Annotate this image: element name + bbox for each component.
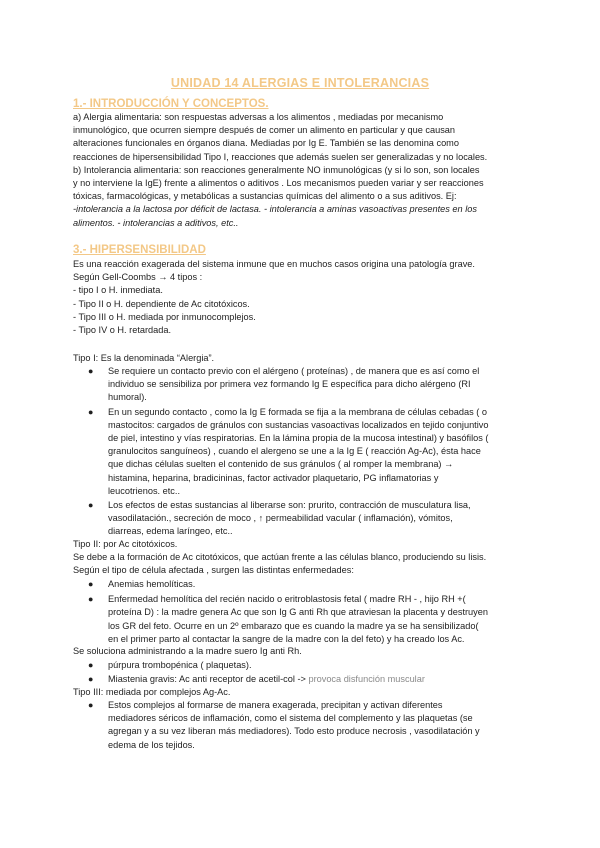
text-line: - tipo I o H. inmediata.	[73, 285, 163, 296]
paragraph-hipersensibilidad-intro	[73, 258, 533, 337]
bullet-icon: ●	[88, 594, 94, 605]
list-item	[73, 673, 533, 686]
text-line: Se requiere un contacto previo con el alérgeno ( proteínas) , de manera que es así como el	[108, 366, 480, 376]
tipo3-bullet-list	[73, 699, 533, 752]
text-line-example: alimentos. - intolerancias a aditivos, etc..	[73, 217, 239, 228]
text-line: los GR del feto. Ocurre en un 2º embarazo que es cuando la madre ya se ha sensibilizado(	[108, 620, 479, 631]
bullet-icon: ●	[88, 406, 94, 417]
text-line: granulocitos sanguíneos) , cuando el alergeno se une a la Ig E ( reacción Ag-Ac), ésta hace	[108, 446, 481, 457]
text-line: inmunológico, que ocurren siempre después de comer un alimento en particular y que causan	[73, 125, 456, 136]
text-line: agregan y a su vez liberan más mediadores). Todo esto produce necrosis , vasodilatación y	[108, 726, 480, 737]
list-item	[73, 593, 533, 646]
text-line: Los efectos de estas sustancias al liberarse son: prurito, contracción de musculatura lisa,	[108, 500, 471, 511]
tipo2-heading: Tipo II: por Ac citotóxicos.	[73, 539, 178, 549]
text-line: - Tipo II o H. dependiente de Ac citotóxicos.	[73, 298, 250, 309]
list-item	[73, 699, 533, 752]
list-item	[73, 578, 533, 591]
bullet-icon: ●	[88, 674, 94, 685]
tipo3-heading: Tipo III: mediada por complejos Ag-Ac.	[73, 687, 231, 697]
text-line: de piel, intestino y vías respiratorias. En la lámina propia de la mucosa intestinal) y basófilos (	[108, 433, 489, 444]
text-line: que dichas células suelten el contenido de sus gránulos ( al romper la membrana) →	[108, 459, 454, 470]
tipo1-bullet-list	[73, 365, 533, 539]
text-line: púrpura trombopénica ( plaquetas).	[108, 660, 252, 670]
text-line: En un segundo contacto , como la Ig E formada se fija a la membrana de células cebadas ( o	[108, 406, 487, 417]
text-line: histamina, heparina, bradicininas, factor activador plaquetario, PG inflamatorias y	[108, 472, 439, 483]
list-item	[73, 406, 533, 498]
tipo2-block	[73, 538, 533, 578]
text-line-example: -intolerancia a la lactosa por déficit de lactasa. - intolerancia a aminas vasoactivas presentes en los	[73, 204, 477, 215]
text-line: alteraciones funcionales en órganos diana. Mediadas por Ig E. También se las denomina como	[73, 138, 459, 149]
tipo2-bullet-list-2	[73, 659, 533, 686]
tipo2-solution: Se soluciona administrando a la madre suero Ig anti Rh.	[73, 646, 302, 656]
text-line: Estos complejos al formarse de manera exagerada, precipitan y activan diferentes	[108, 700, 443, 710]
text-line: individuo se sensibiliza por primera vez formando Ig E específica para dicho alérgeno (RI	[108, 379, 471, 390]
text-line: mastocitos: cargados de gránulos con sustancias vasoactivas localizados en tejido conjuntivo	[108, 419, 489, 430]
section-heading-hipersensibilidad: 3.- HIPERSENSIBILIDAD	[73, 244, 206, 256]
bullet-icon: ●	[88, 366, 94, 376]
list-item	[73, 499, 533, 539]
document-title: UNIDAD 14 ALERGIAS E INTOLERANCIAS	[170, 76, 430, 90]
text-line: reacciones de hipersensibilidad Tipo I, reacciones que además suelen ser generalizadas y no locales.	[73, 151, 488, 162]
paragraph-alergia-alimentaria	[73, 111, 533, 230]
text-line: vasodilatación., secreción de moco , ↑ permeabilidad vacular ( inflamación), vómitos,	[108, 513, 453, 524]
text-line: en el primer parto al contactar la sangre de la madre con la del feto) y ha creado los Ac.	[108, 633, 465, 644]
muted-text: provoca disfunción muscular	[308, 674, 425, 685]
text-line: Se debe a la formación de Ac citotóxicos, que actúan frente a las células blanco, produciendo su lisis.	[73, 552, 487, 563]
text-line: Según Gell-Coombs → 4 tipos :	[73, 272, 203, 283]
text-line: y no interviene la IgE) frente a alimentos o aditivos . Los mecanismos pueden variar y ser reacciones	[73, 178, 484, 189]
list-item	[73, 659, 533, 672]
text-line: humoral).	[108, 392, 147, 403]
bullet-icon: ●	[88, 579, 94, 589]
text-line: diarreas, edema laríngeo, etc..	[108, 526, 233, 537]
text-line: tóxicas, farmacológicas, y metabólicas a sustancias químicas del alimento o a sus aditivos. Ej:	[73, 191, 457, 202]
bullet-icon: ●	[88, 660, 94, 670]
text-line: Según el tipo de célula afectada , surgen las distintas enfermedades:	[73, 565, 354, 576]
section-heading-introduccion: 1.- INTRODUCCIÓN Y CONCEPTOS.	[73, 98, 269, 110]
text-line: b) Intolerancia alimentaria: son reacciones generalmente NO inmunológicas (y si lo son, son locales	[73, 164, 480, 175]
text-line: a) Alergia alimentaria: son respuestas adversas a los alimentos , mediadas por mecanismo	[73, 112, 444, 122]
text-line: proteína D) : la madre genera Ac que son Ig G anti Rh que atraviesan la placenta y destruyen	[108, 607, 488, 618]
text-line: - Tipo IV o H. retardada.	[73, 325, 172, 336]
text-line: leucotrienos. etc..	[108, 485, 181, 496]
tipo1-heading: Tipo I: Es la denominada “Alergia”.	[73, 353, 215, 363]
tipo2-bullet-list	[73, 578, 533, 646]
text-line	[108, 673, 533, 686]
text-line: Enfermedad hemolítica del recién nacido o eritroblastosis fetal ( madre RH - , hijo RH +(	[108, 594, 466, 605]
bullet-icon: ●	[88, 700, 94, 710]
text-line: Anemias hemolíticas.	[108, 579, 196, 589]
list-item	[73, 365, 533, 405]
text-line: mediadores séricos de inflamación, como el sistema del complemento y las plaquetas (se	[108, 713, 473, 724]
text-fragment: Miastenia gravis: Ac anti receptor de acetil-col ->	[108, 674, 306, 685]
text-line: edema de los tejidos.	[108, 739, 195, 750]
text-line: - Tipo III o H. mediada por inmunocomplejos.	[73, 311, 256, 322]
bullet-icon: ●	[88, 500, 94, 511]
text-line: Es una reacción exagerada del sistema inmune que en muchos casos origina una patología grave.	[73, 259, 475, 269]
